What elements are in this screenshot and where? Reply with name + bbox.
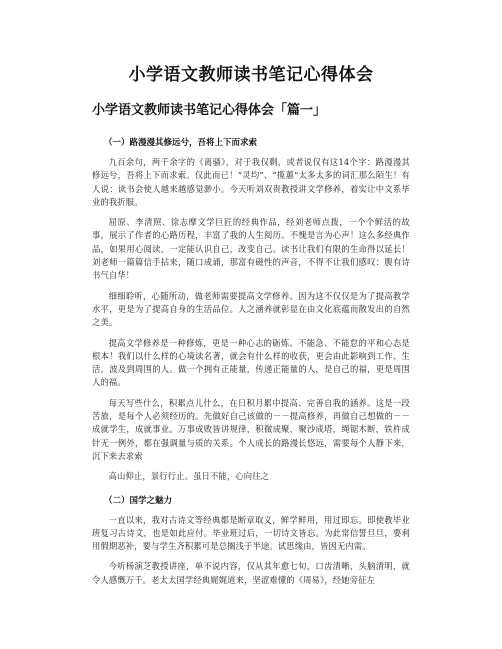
heading-1: （一）路漫漫其修远兮，吾将上下而求索 [104,138,258,148]
paragraph: 细细聆听，心随所动，做老师需要提高文学修养。因为这不仅仅是为了提高教学水平，更是为了提高自身的生活品位。人之涵养就彰显在由文化底蕴而散发出的自然之美。 [92,290,410,328]
section-title: 小学语文教师读书笔记心得体会「篇一」 [92,103,327,118]
paragraph: 今听杨演芝教授讲座，单不说内容，仅从其年愈七旬，口齿清晰，头脑清明，就令人感慨万千。老太太国学经典娓娓道来，坚涩难懂的《周易》，经她旁征左 [92,561,410,585]
paragraph: 每天写些什么，积累点儿什么，在日积月累中提高、完善自我的涵养。这是一段苦旅，是每个人必须经历的。先做好自己该做的－－提高修养，再做自己想做的－－成就学生，成就事业。万事成败皆讲规律，积微成聚，聚沙成塔，绳锯木断，铁杵成针无一例外，都在强调量与质的关系。个人成长的路漫长悠远，需要每个人静下来，沉下来去求索 [92,397,410,461]
paragraph: 屈原、李清照、徐志摩文学巨匠的经典作品，经刘老师点拨，一个个鲜活的故事，展示了作者的心路历程，丰富了我的人生阅历。不愧是言为心声！这么多经典作品，如果用心阅读，一定能认识自己，改变自己。读书让我们有限的生命得以延长！刘老师一篇篇信手拈来，随口成诵，那富有磁性的声音，不得不让我们感叹：腹有诗书气自华！ [92,217,410,281]
heading-2: （二）国学之魅力 [104,495,173,506]
document-title: 小学语文教师读书笔记心得体会 [128,65,374,85]
paragraph: 一直以来，我对古诗文等经典都是断章取义，鲜学鲜用，用过即忘。即使教毕业班复习古诗文，也是如此应付。毕业班过后，一切诗文皆忘。为此常信誓旦旦，要利用假期恶补，要与学生齐积累可是总搁浅于半途。试思缘由，皆因无内需。 [92,514,410,552]
paragraph: 提高文学修养是一种修炼，更是一种心志的砺炼。不能急、不能怠的平和心态是根本！我们以什么样的心境读名著，就会有什么样的收获，更会由此影响到工作、生活，波及到周围的人。做一个拥有正能量，传递正能量的人，是自己的福，更是周围人的福。 [92,337,410,388]
paragraph: 高山仰止，景行行止。虽日不能，心向往之 [108,471,270,482]
paragraph: 九百余句，两千余字的《离骚》，对于我仅剩，或者说仅有这14个字：路漫漫其修远兮，吾将上下而求索。仅此而已！“灵均”、“揽蕙”太多太多的词汇那么陌生！有人说：读书会使人越来越感觉渺小。今天听刘双贵教授讲文学修养，着实让中文系毕业的我折服。 [92,157,410,207]
